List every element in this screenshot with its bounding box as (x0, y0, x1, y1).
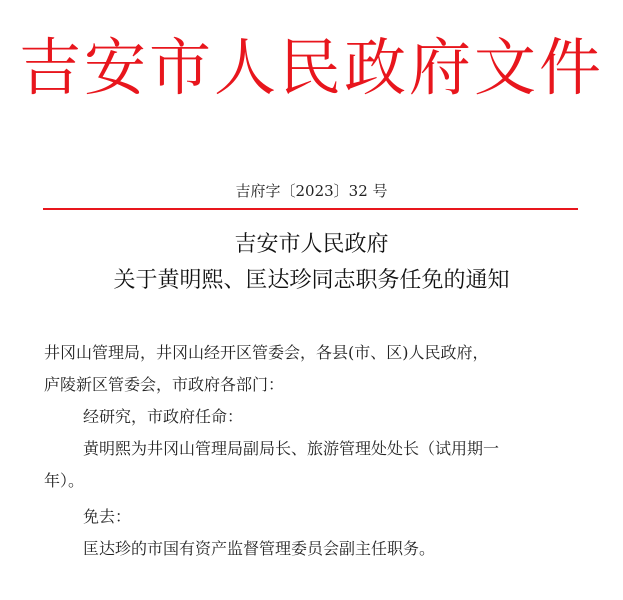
notice-title-line-2: 关于黄明熙、匡达珍同志职务任免的通知 (113, 268, 510, 293)
document-number: 吉府字〔2023〕32 号 (235, 182, 388, 200)
recipients-line-1: 井冈山管理局，井冈山经开区管委会，各县(市、区)人民政府， (44, 343, 489, 362)
paragraph-removal-intro: 免去： (83, 507, 132, 526)
paragraph-appointment-line-2: 年）。 (44, 471, 85, 490)
paragraph-appointment-intro: 经研究，市政府任命： (83, 407, 244, 426)
paragraph-removal-detail: 匡达珍的市国有资产监督管理委员会副主任职务。 (83, 539, 436, 558)
paragraph-appointment-line-1: 黄明熙为井冈山管理局副局长、旅游管理处处长（试用期一 (83, 439, 500, 458)
notice-title-line-1: 吉安市人民政府 (234, 232, 389, 257)
issuer-title: 吉安市人民政府文件 (18, 31, 604, 104)
red-divider (43, 208, 578, 210)
recipients-line-2: 庐陵新区管委会，市政府各部门： (44, 375, 285, 394)
